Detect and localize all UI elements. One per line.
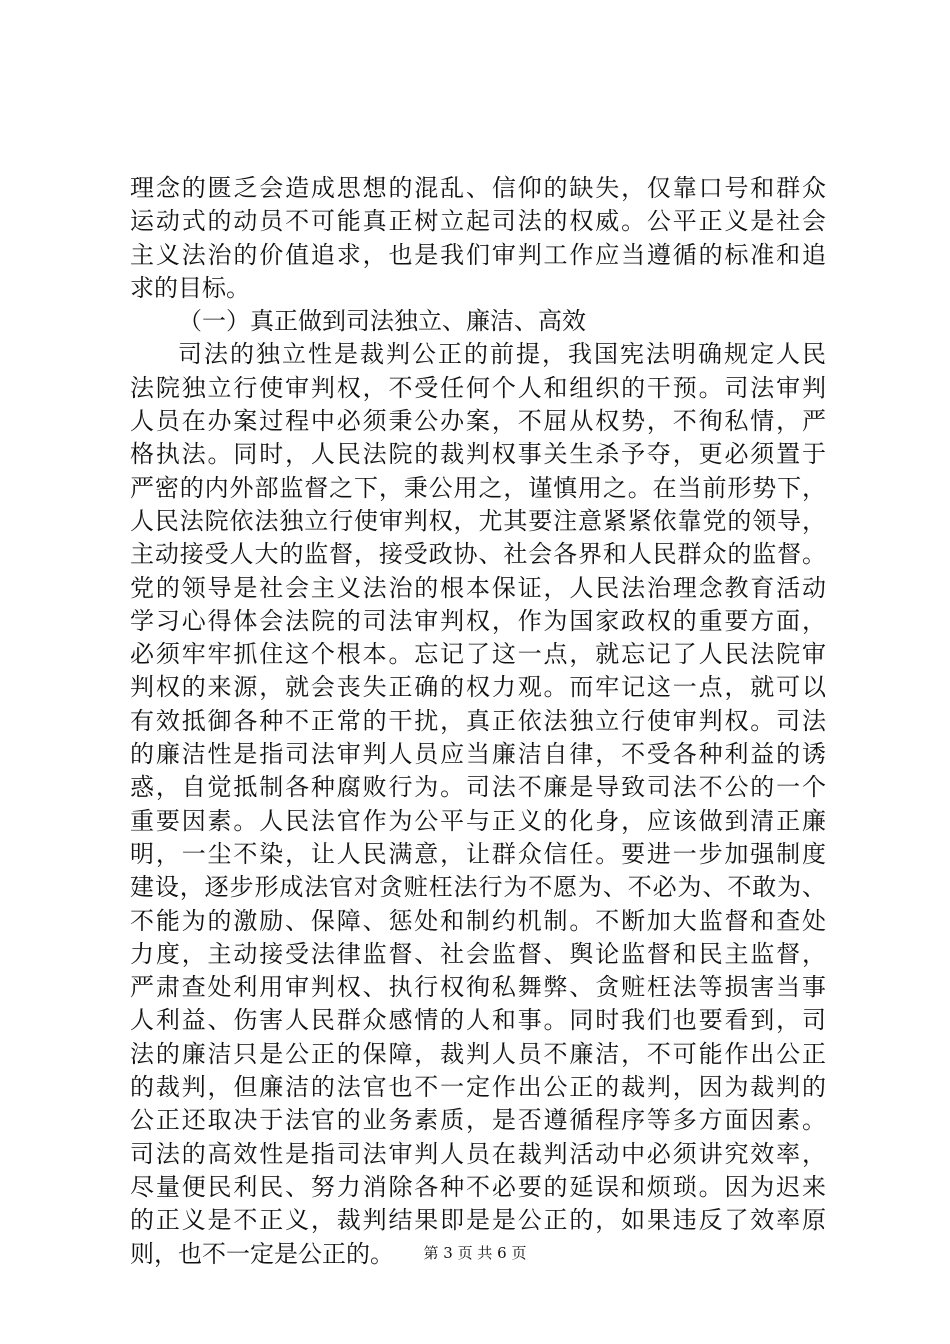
text-line: 重要因素。人民法官作为公平与正义的化身，应该做到清正廉 <box>130 806 826 835</box>
text-line: 则，也不一定是公正的。 <box>130 1239 394 1268</box>
text-line: 严密的内外部监督之下，秉公用之，谨慎用之。在当前形势下， <box>130 473 826 502</box>
text-line: 的正义是不正义，裁判结果即是是公正的，如果违反了效率原 <box>130 1206 826 1235</box>
text-line: 主动接受人大的监督，接受政协、社会各界和人民群众的监督。 <box>130 540 826 569</box>
text-line: 人利益、伤害人民群众感情的人和事。同时我们也要看到，司 <box>130 1006 826 1035</box>
text-line: 有效抵御各种不正常的干扰，真正依法独立行使审判权。司法 <box>130 706 826 735</box>
text-line: 法的廉洁只是公正的保障，裁判人员不廉洁，不可能作出公正 <box>130 1039 826 1068</box>
text-line: 司法的高效性是指司法审判人员在裁判活动中必须讲究效率， <box>130 1139 826 1168</box>
text-line: 明，一尘不染，让人民满意，让群众信任。要进一步加强制度 <box>130 839 826 868</box>
document-body <box>130 172 826 1271</box>
text-line: 法院独立行使审判权，不受任何个人和组织的干预。司法审判 <box>130 373 826 402</box>
text-line: 尽量便民利民、努力消除各种不必要的延误和烦琐。因为迟来 <box>130 1172 826 1201</box>
text-line: 格执法。同时，人民法院的裁判权事关生杀予夺，更必须置于 <box>130 440 826 469</box>
text-line: （一）真正做到司法独立、廉洁、高效 <box>178 307 586 336</box>
text-line: 求的目标。 <box>130 273 250 302</box>
text-line: 运动式的动员不可能真正树立起司法的权威。公平正义是社会 <box>130 207 826 236</box>
page-footer: 第 3 页 共 6 页 <box>423 1244 527 1262</box>
text-line: 的裁判，但廉洁的法官也不一定作出公正的裁判，因为裁判的 <box>130 1073 826 1102</box>
text-line: 不能为的激励、保障、惩处和制约机制。不断加大监督和查处 <box>130 906 826 935</box>
text-line: 的廉洁性是指司法审判人员应当廉洁自律，不受各种利益的诱 <box>130 740 826 769</box>
text-line: 惑，自觉抵制各种腐败行为。司法不廉是导致司法不公的一个 <box>130 773 826 802</box>
text-line: 理念的匮乏会造成思想的混乱、信仰的缺失，仅靠口号和群众 <box>130 174 826 202</box>
text-line: 建设，逐步形成法官对贪赃枉法行为不愿为、不必为、不敢为、 <box>130 873 826 902</box>
text-line: 党的领导是社会主义法治的根本保证，人民法治理念教育活动 <box>130 573 826 602</box>
text-line: 严肃查处利用审判权、执行权徇私舞弊、贪赃枉法等损害当事 <box>130 973 826 1002</box>
text-line: 公正还取决于法官的业务素质，是否遵循程序等多方面因素。 <box>130 1106 826 1135</box>
text-line: 主义法治的价值追求，也是我们审判工作应当遵循的标准和追 <box>130 240 826 269</box>
text-line: 人员在办案过程中必须秉公办案，不屈从权势，不徇私情，严 <box>130 407 826 436</box>
text-line: 学习心得体会法院的司法审判权，作为国家政权的重要方面， <box>130 606 826 635</box>
text-line: 判权的来源，就会丧失正确的权力观。而牢记这一点，就可以 <box>130 673 826 702</box>
text-line: 人民法院依法独立行使审判权，尤其要注意紧紧依靠党的领导， <box>130 506 826 535</box>
text-line: 司法的独立性是裁判公正的前提，我国宪法明确规定人民 <box>178 340 826 369</box>
text-line: 力度，主动接受法律监督、社会监督、舆论监督和民主监督， <box>130 939 826 968</box>
text-line: 必须牢牢抓住这个根本。忘记了这一点，就忘记了人民法院审 <box>130 640 826 669</box>
